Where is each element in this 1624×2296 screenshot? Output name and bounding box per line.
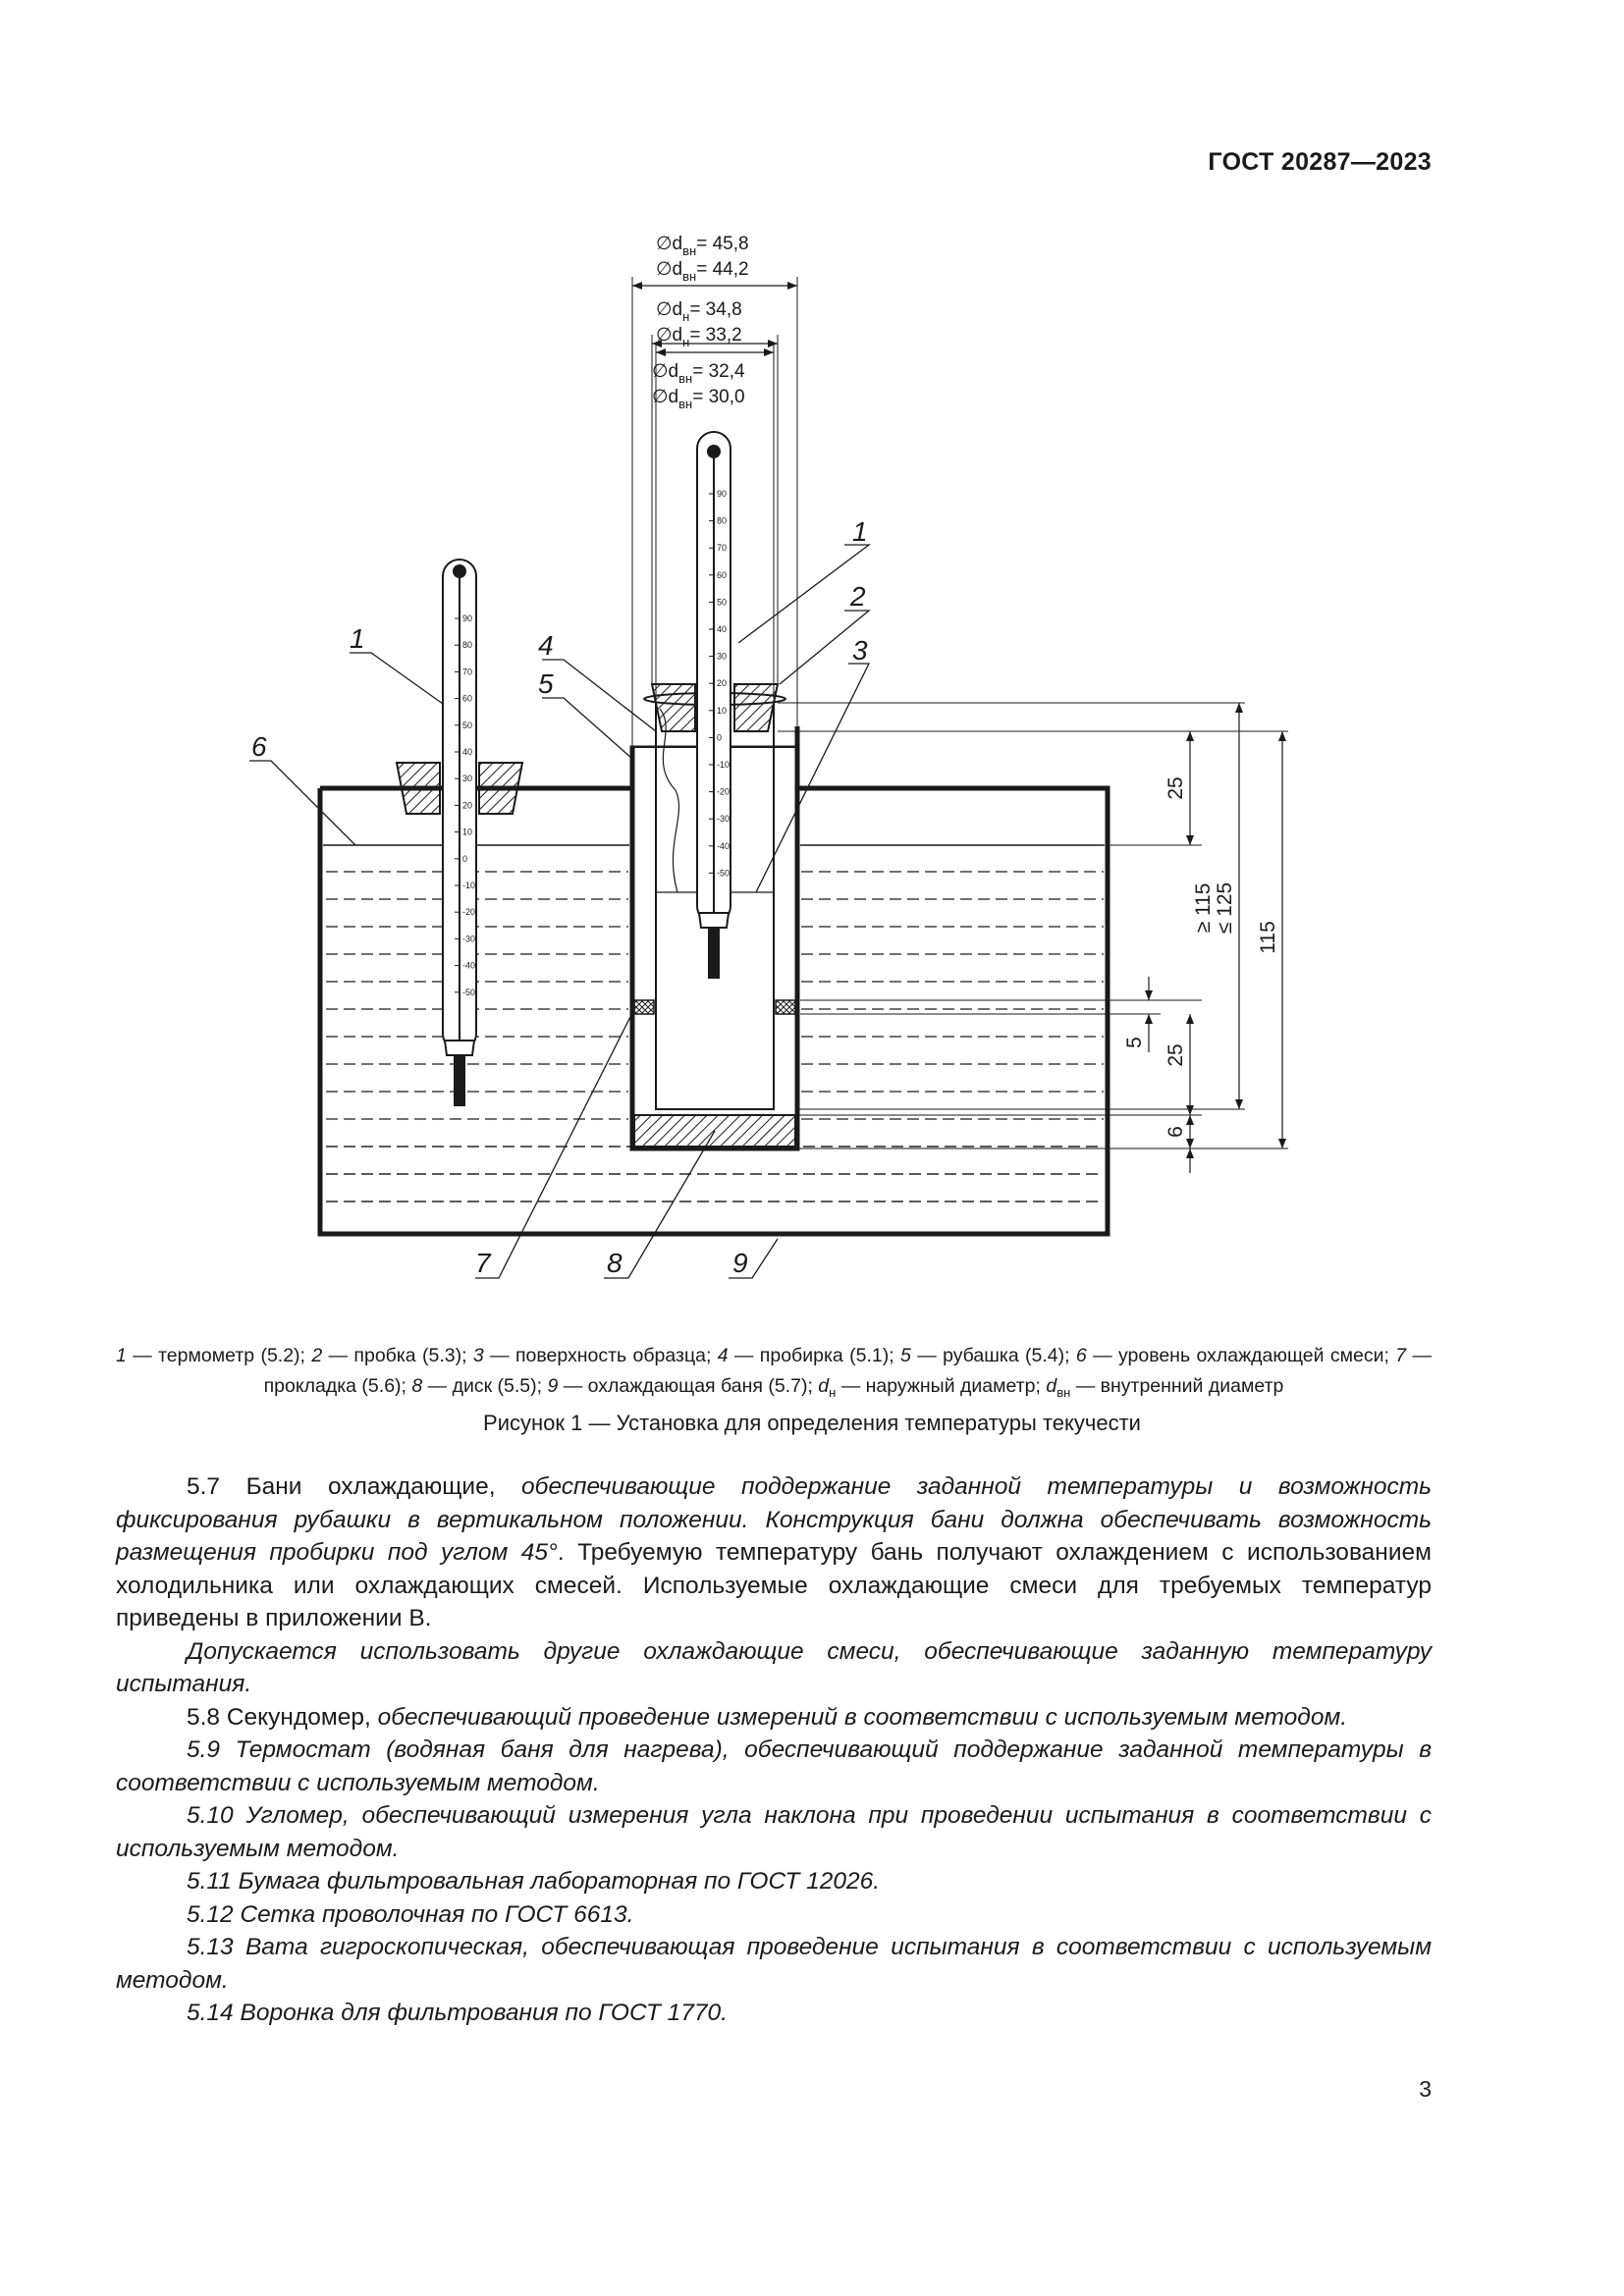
standard-number: ГОСТ 20287—2023 <box>1208 148 1432 176</box>
svg-text:∅dвн= 44,2: $\emptyset d_{вн}= 44,2$ <box>656 259 749 284</box>
dim-25-top: 25 <box>1164 776 1187 800</box>
thermo-left-tick-label: 10 <box>462 827 473 837</box>
callout-1-right: 1 <box>852 516 868 547</box>
thermo-right-tick-label: 60 <box>717 569 728 580</box>
para-5-11: 5.11 Бумага фильтровальная лабораторная по ГОСТ 12026. <box>187 1868 881 1895</box>
thermo-right-tick-label: 80 <box>717 515 728 526</box>
para-5-8: 5.8 Секундомер, обеспечивающий проведение измерений в соответствии с используемым методом. <box>187 1703 1348 1731</box>
thermo-left-tick-label: 0 <box>462 853 468 864</box>
thermo-right-tick-label: -10 <box>717 760 731 770</box>
stopper-tube-right <box>734 684 778 731</box>
callout-1-left: 1 <box>350 623 365 654</box>
dim-tube-outer <box>656 299 742 349</box>
thermo-left-tick-label: 40 <box>462 747 473 757</box>
thermo-right-tick-label: -50 <box>717 868 731 879</box>
callout-3: 3 <box>852 635 868 666</box>
thermo-left-tick-label: 80 <box>462 640 473 651</box>
thermo-left-tick-label: 30 <box>462 774 473 784</box>
thermo-left-tick-label: 90 <box>462 614 473 623</box>
dim-6: 6 <box>1164 1126 1187 1138</box>
dim-tube-inner <box>652 361 745 411</box>
dim-le-125: ≤ 125 <box>1214 881 1236 934</box>
stopper-left-b <box>479 763 522 814</box>
thermo-right-tick-label: 50 <box>717 597 728 608</box>
callout-6: 6 <box>251 731 267 762</box>
svg-text:∅dвн= 45,8: $\emptyset d_{вн}= 45,8$ <box>656 234 749 258</box>
callout-9: 9 <box>732 1248 748 1278</box>
gasket-left <box>634 1000 654 1014</box>
para-5-7: 5.7 Бани охлаждающие, обеспечивающие поддержание заданной температуры и возможность фиксирования рубашки в вертикальном положении. Конструкция бани должна обеспечивать возможность размещения пробирки под углом 45°. Требуемую температуру бань получают охлаждением с использованием холодильника или охлаждающих смесей. Используемые охлаждающие смеси для требуемых температур приведены в приложении В. <box>116 1473 1433 1631</box>
thermo-right-tick-label: -40 <box>717 840 731 851</box>
body-text <box>116 1470 1432 2030</box>
thermo-right-tick-label: -30 <box>717 814 731 825</box>
thermo-right-tick-label: 30 <box>717 651 728 662</box>
thermo-left-tick-label: 50 <box>462 720 473 730</box>
dim-jacket-outer <box>656 234 749 284</box>
stopper-left-a <box>397 763 440 814</box>
figure-caption: Рисунок 1 — Установка для определения температуры текучести <box>483 1411 1141 1435</box>
thermo-right-tick-label: 0 <box>717 732 723 743</box>
thermo-right-tick-label: -20 <box>717 786 731 797</box>
dim-115: 115 <box>1257 921 1279 954</box>
thermo-right-tick-label: 70 <box>717 543 728 554</box>
para-5-12: 5.12 Сетка проволочная по ГОСТ 6613. <box>187 1900 634 1928</box>
thermo-left-tick-label: -50 <box>462 987 476 997</box>
thermo-left-tick-label: 70 <box>462 667 473 677</box>
figure-legend: 1 — термометр (5.2); 2 — пробка (5.3); 3 — поверхность образца; 4 — пробирка (5.1); 5 — рубашка (5.4); 6 — уровень охлаждающей смеси; 7 — прокладка (5.6); 8 — диск (5.5); 9 — охлаждающая баня (5.7); $d_н$ — наружный диаметр; $d_{вн}$ — внутренний диаметр <box>116 1345 1433 1400</box>
thermo-left-tick-label: -40 <box>462 960 476 971</box>
thermo-right-tick-label: 90 <box>717 489 728 499</box>
callout-7: 7 <box>475 1248 491 1278</box>
para-5-14: 5.14 Воронка для фильтрования по ГОСТ 1770. <box>187 2000 728 2026</box>
svg-text:∅dн= 34,8: $\emptyset d_н= 34,8$ <box>656 299 742 324</box>
callout-8: 8 <box>607 1248 623 1278</box>
stopper-tube-left <box>652 684 695 731</box>
thermo-left-tick-label: 20 <box>462 800 473 811</box>
thermo-right-tick-label: 10 <box>717 705 728 716</box>
callout-5: 5 <box>538 668 554 699</box>
gasket-right <box>776 1000 795 1014</box>
para-5-9: 5.9 Термостат (водяная баня для нагрева), обеспечивающий поддержание заданной температуры в соответствии с используемым методом. <box>116 1736 1432 1796</box>
dim-5: 5 <box>1123 1037 1146 1048</box>
thermo-left-tick-label: -10 <box>462 881 476 890</box>
dim-25-bottom: 25 <box>1164 1043 1187 1067</box>
thermo-right-tick-label: 40 <box>717 624 728 634</box>
svg-text:∅dвн= 32,4: $\emptyset d_{вн}= 32,4$ <box>652 361 745 386</box>
thermo-left-tick-label: 60 <box>462 693 473 704</box>
dim-ge-115: ≥ 115 <box>1192 882 1215 934</box>
callout-2: 2 <box>850 581 866 612</box>
para-5-10: 5.10 Угломер, обеспечивающий измерения угла наклона при проведении испытания в соответствии с используемым методом. <box>116 1802 1432 1862</box>
para-5-7-note: Допускается использовать другие охлаждающие смеси, обеспечивающие заданную температуру испытания. <box>116 1637 1432 1697</box>
svg-text:∅dн= 33,2: $\emptyset d_н= 33,2$ <box>656 325 742 349</box>
thermo-right-tick-label: 20 <box>717 678 728 689</box>
svg-text:∅dвн= 30,0: $\emptyset d_{вн}= 30,0$ <box>652 387 745 411</box>
thermo-left-tick-label: -20 <box>462 907 476 918</box>
page-number: 3 <box>1419 2076 1432 2102</box>
para-5-13: 5.13 Вата гигроскопическая, обеспечивающая проведение испытания в соответствии с используемым методом. <box>116 1934 1432 1994</box>
thermo-left-tick-label: -30 <box>462 934 476 944</box>
callout-4: 4 <box>538 630 554 661</box>
